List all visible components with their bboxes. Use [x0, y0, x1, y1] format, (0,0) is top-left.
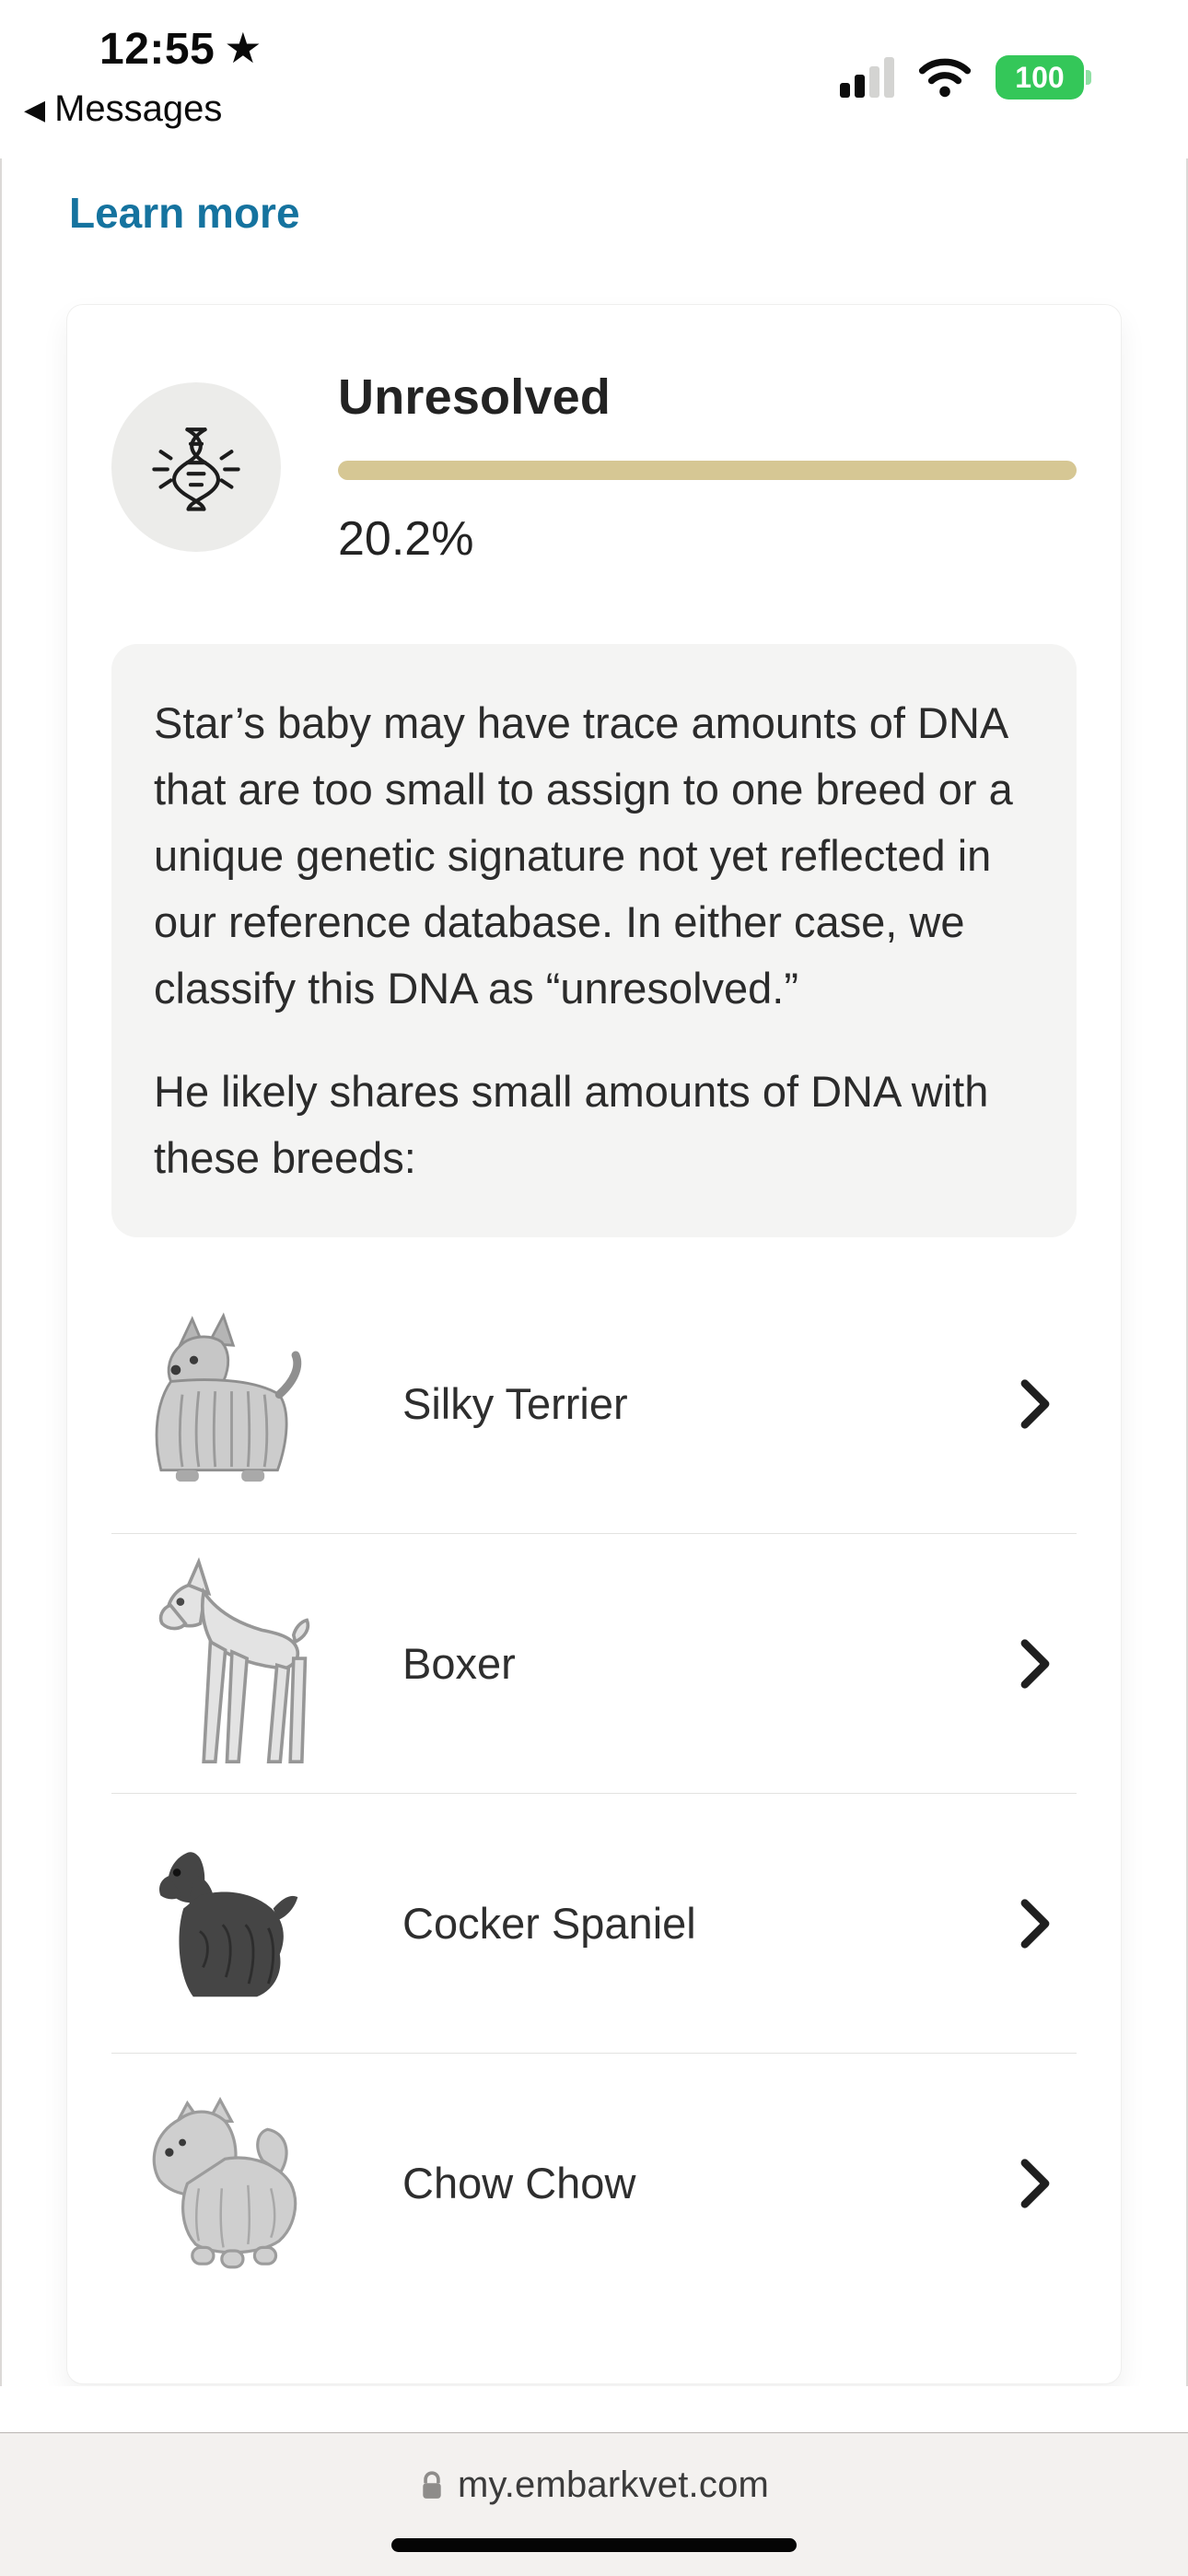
card-header-text — [338, 369, 1077, 567]
breed-row-boxer[interactable] — [111, 1534, 1077, 1793]
status-icons — [840, 53, 1091, 101]
breed-name: Silky Terrier — [402, 1379, 628, 1428]
silky-terrier-illustration — [111, 1309, 351, 1498]
unresolved-breed-card — [66, 304, 1122, 2384]
dna-helix-icon — [111, 382, 281, 552]
battery-percent-label: 100 — [1015, 60, 1065, 94]
wifi-icon — [918, 56, 972, 99]
breed-row-chow-chow[interactable] — [111, 2054, 1077, 2313]
back-to-messages-button[interactable] — [24, 88, 222, 130]
breed-percentage: 20.2% — [338, 511, 474, 566]
page-bottom-fade — [0, 2386, 1188, 2432]
status-bar — [0, 0, 1188, 157]
learn-more-link[interactable]: Learn more — [69, 189, 300, 237]
chevron-right-icon — [1019, 1638, 1051, 1690]
chevron-right-icon — [1019, 1898, 1051, 1950]
battery-nub — [1086, 70, 1091, 85]
back-app-label: Messages — [54, 88, 223, 129]
status-time-group — [99, 24, 262, 75]
url-text: my.embarkvet.com — [457, 2465, 770, 2505]
lock-icon — [419, 2469, 445, 2502]
breed-row-cocker-spaniel[interactable] — [111, 1794, 1077, 2053]
breed-name: Boxer — [402, 1639, 516, 1688]
safari-bottom-bar — [0, 2432, 1188, 2576]
battery-indicator — [996, 55, 1091, 100]
chevron-right-icon — [1019, 1378, 1051, 1430]
breed-name: Chow Chow — [402, 2159, 636, 2207]
card-header — [111, 357, 1077, 578]
back-triangle-icon: ◀ — [24, 95, 46, 125]
cocker-spaniel-illustration — [111, 1833, 351, 2013]
breed-color-bar — [338, 461, 1077, 480]
breed-card-title: Unresolved — [338, 369, 611, 425]
page-left-edge — [0, 158, 2, 2430]
home-indicator[interactable] — [391, 2538, 797, 2552]
boxer-illustration — [111, 1555, 351, 1772]
breed-name: Cocker Spaniel — [402, 1899, 696, 1948]
focus-star-icon: ★ — [224, 23, 262, 72]
related-breed-list — [111, 1274, 1077, 2313]
description-paragraph-2: He likely shares small amounts of DNA with these breeds: — [154, 1067, 989, 1182]
battery-fill — [996, 55, 1084, 100]
address-bar[interactable] — [0, 2465, 1188, 2506]
description-paragraph-1: Star’s baby may have trace amounts of DNA that are too small to assign to one breed or a unique genetic signature not yet reflected in our reference database. In either case, we classify this DNA as “unresolved.” — [154, 698, 1013, 1013]
unresolved-description-box — [111, 644, 1077, 1237]
breed-row-silky-terrier[interactable] — [111, 1274, 1077, 1533]
chow-chow-illustration — [111, 2087, 351, 2280]
cellular-signal-icon — [840, 57, 894, 98]
chevron-right-icon — [1019, 2158, 1051, 2209]
clock: 12:55 — [99, 25, 215, 74]
